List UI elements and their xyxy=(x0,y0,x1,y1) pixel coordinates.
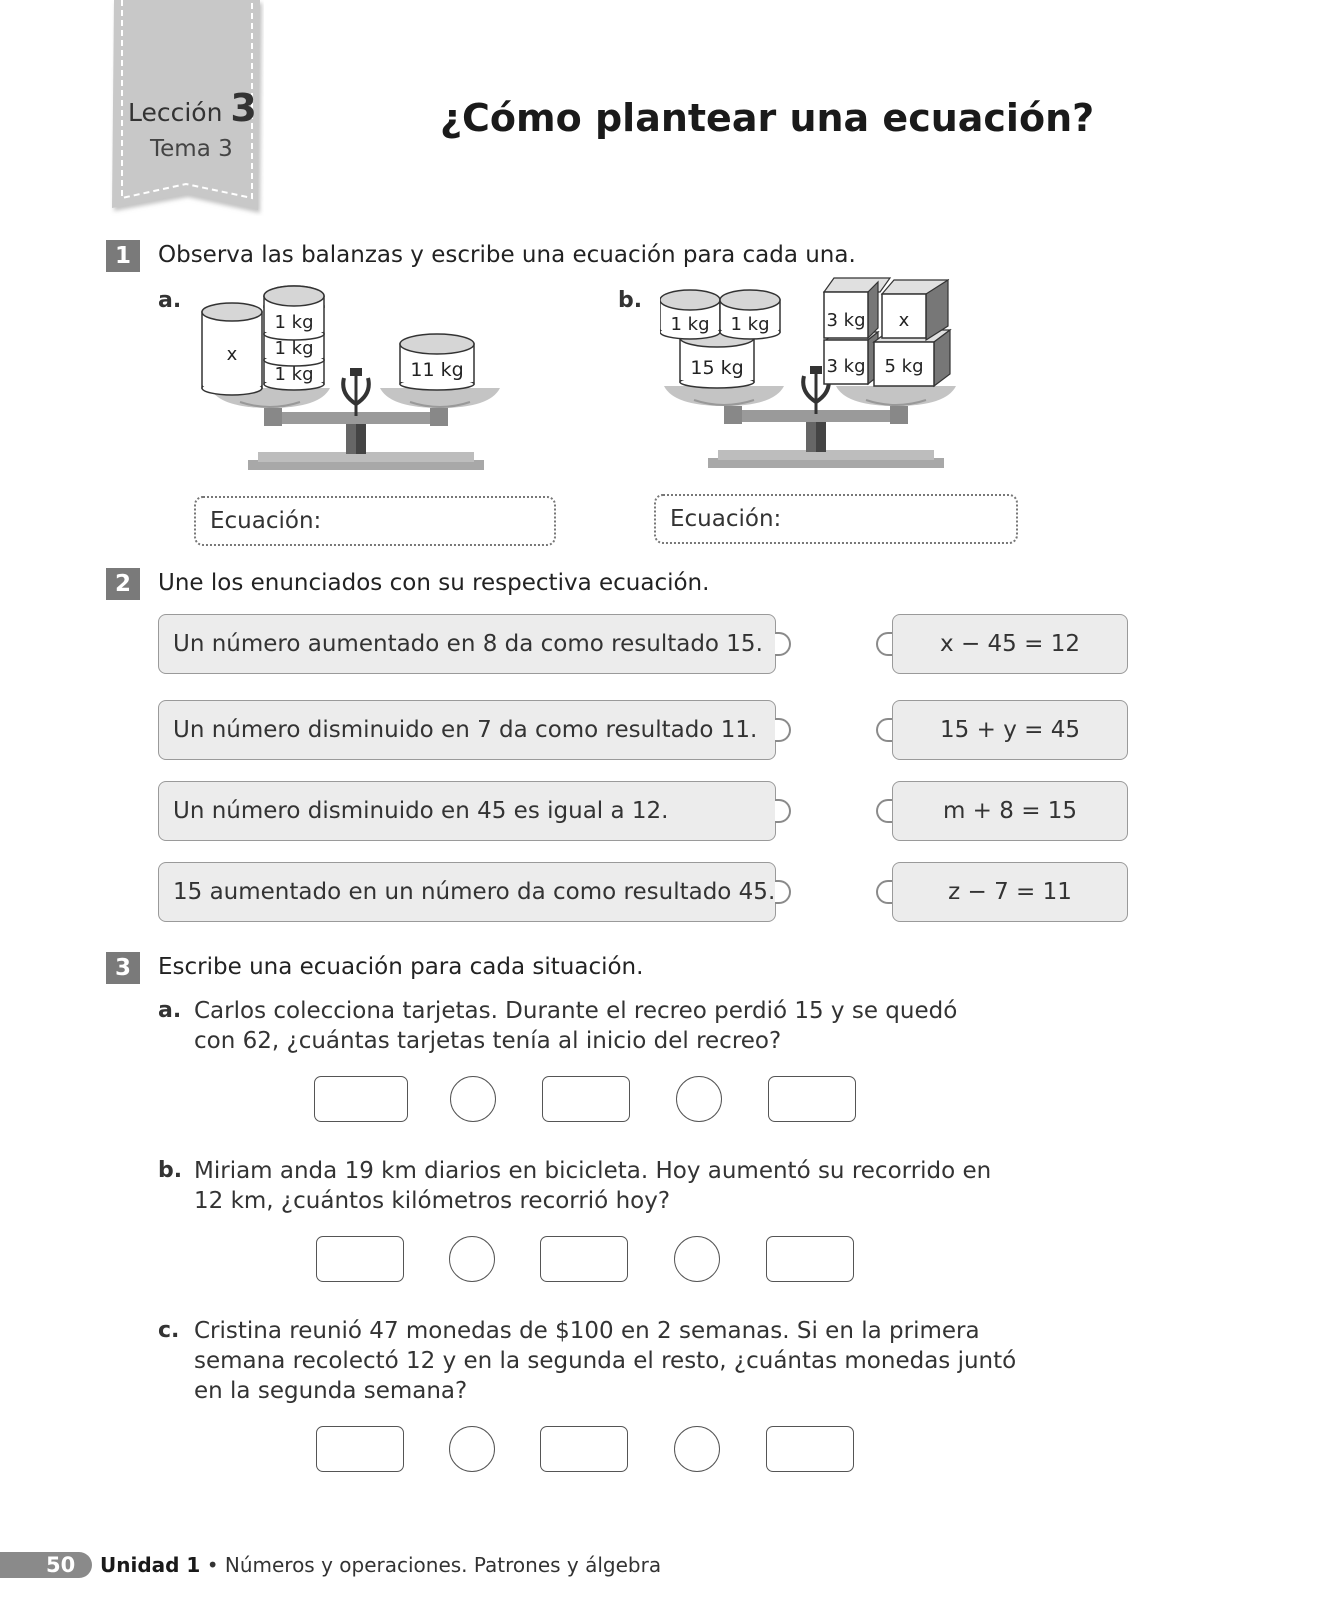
box-3kg-bottom xyxy=(824,332,878,384)
problem-letter-b: b. xyxy=(158,1158,183,1183)
equation-field-b[interactable]: Ecuación: xyxy=(654,494,1018,544)
statement-card[interactable]: Un número disminuido en 7 da como resultado 11. xyxy=(158,700,776,760)
answer-box[interactable] xyxy=(314,1076,408,1122)
statement-card[interactable]: Un número disminuido en 45 es igual a 12. xyxy=(158,781,776,841)
weight-stack-1kg xyxy=(264,286,324,390)
answer-box[interactable] xyxy=(768,1076,856,1122)
answer-box[interactable] xyxy=(540,1426,628,1472)
operator-circle[interactable] xyxy=(449,1236,495,1282)
unknown-x-label: x xyxy=(226,344,238,365)
equation-connector[interactable] xyxy=(876,632,892,656)
weight-1kg-right xyxy=(720,290,780,339)
weight-label: 1 kg xyxy=(274,312,314,333)
weight-1kg-left xyxy=(660,290,720,339)
equation-card[interactable]: 15 + y = 45 xyxy=(892,700,1128,760)
box-x xyxy=(882,280,948,340)
box-3kg-top xyxy=(824,278,890,338)
lesson-label: Lección 3 xyxy=(128,86,257,130)
answer-box[interactable] xyxy=(316,1426,404,1472)
topic-label: Tema 3 xyxy=(150,136,233,162)
page-number: 50 xyxy=(46,1553,76,1577)
statement-card[interactable]: Un número aumentado en 8 da como resultado 15. xyxy=(158,614,776,674)
section-2-badge: 2 xyxy=(106,568,140,600)
equation-card[interactable]: z − 7 = 11 xyxy=(892,862,1128,922)
operator-circle[interactable] xyxy=(449,1426,495,1472)
operator-circle[interactable] xyxy=(450,1076,496,1122)
box-label: 5 kg xyxy=(884,356,924,377)
equation-connector[interactable] xyxy=(876,718,892,742)
weight-11kg xyxy=(400,334,474,390)
lesson-number: 3 xyxy=(230,86,257,130)
balance-a xyxy=(200,282,520,492)
equation-connector[interactable] xyxy=(876,799,892,823)
answer-box[interactable] xyxy=(542,1076,630,1122)
unknown-weight-x xyxy=(202,303,262,395)
equation-card[interactable]: x − 45 = 12 xyxy=(892,614,1128,674)
weight-label: 15 kg xyxy=(690,357,744,379)
answer-box[interactable] xyxy=(766,1426,854,1472)
section-1-badge: 1 xyxy=(106,240,140,272)
statement-card[interactable]: 15 aumentado en un número da como resultado 45. xyxy=(158,862,776,922)
answer-box[interactable] xyxy=(316,1236,404,1282)
section-3-badge: 3 xyxy=(106,952,140,984)
box-label: 3 kg xyxy=(826,356,866,377)
box-label: 3 kg xyxy=(826,310,866,331)
section-1-instruction: Observa las balanzas y escribe una ecuación para cada una. xyxy=(158,242,856,268)
problem-letter-c: c. xyxy=(158,1318,180,1343)
section-3-instruction: Escribe una ecuación para cada situación. xyxy=(158,954,644,980)
statement-connector[interactable] xyxy=(775,799,791,823)
section-2-instruction: Une los enunciados con su respectiva ecuación. xyxy=(158,570,710,596)
problem-c-text: Cristina reunió 47 monedas de $100 en 2 semanas. Si en la primera semana recolectó 12 y en la segunda el resto, ¿cuántas monedas juntó en la segunda semana? xyxy=(194,1318,1017,1404)
weight-label: 1 kg xyxy=(274,338,314,359)
statement-connector[interactable] xyxy=(775,880,791,904)
weight-label: 1 kg xyxy=(670,314,710,335)
statement-connector[interactable] xyxy=(775,718,791,742)
equation-field-a[interactable]: Ecuación: xyxy=(194,496,556,546)
page-title: ¿Cómo plantear una ecuación? xyxy=(440,96,1095,140)
footer-unit: Unidad 1 • Números y operaciones. Patrones y álgebra xyxy=(100,1553,662,1577)
weight-label: 11 kg xyxy=(410,359,464,381)
balance-b-label: b. xyxy=(618,288,643,313)
equation-connector[interactable] xyxy=(876,880,892,904)
box-label: x xyxy=(898,310,910,331)
equation-card[interactable]: m + 8 = 15 xyxy=(892,781,1128,841)
balance-b xyxy=(660,276,980,486)
operator-circle[interactable] xyxy=(674,1236,720,1282)
answer-box[interactable] xyxy=(766,1236,854,1282)
weight-label: 1 kg xyxy=(730,314,770,335)
balance-a-label: a. xyxy=(158,288,182,313)
operator-circle[interactable] xyxy=(674,1426,720,1472)
statement-connector[interactable] xyxy=(775,632,791,656)
operator-circle[interactable] xyxy=(676,1076,722,1122)
problem-a-text: Carlos colecciona tarjetas. Durante el recreo perdió 15 y se quedó con 62, ¿cuántas tarjetas tenía al inicio del recreo? xyxy=(194,998,958,1054)
problem-b-text: Miriam anda 19 km diarios en bicicleta. Hoy aumentó su recorrido en 12 km, ¿cuántos kilómetros recorrió hoy? xyxy=(194,1158,992,1214)
problem-letter-a: a. xyxy=(158,998,182,1023)
weight-label: 1 kg xyxy=(274,364,314,385)
answer-box[interactable] xyxy=(540,1236,628,1282)
